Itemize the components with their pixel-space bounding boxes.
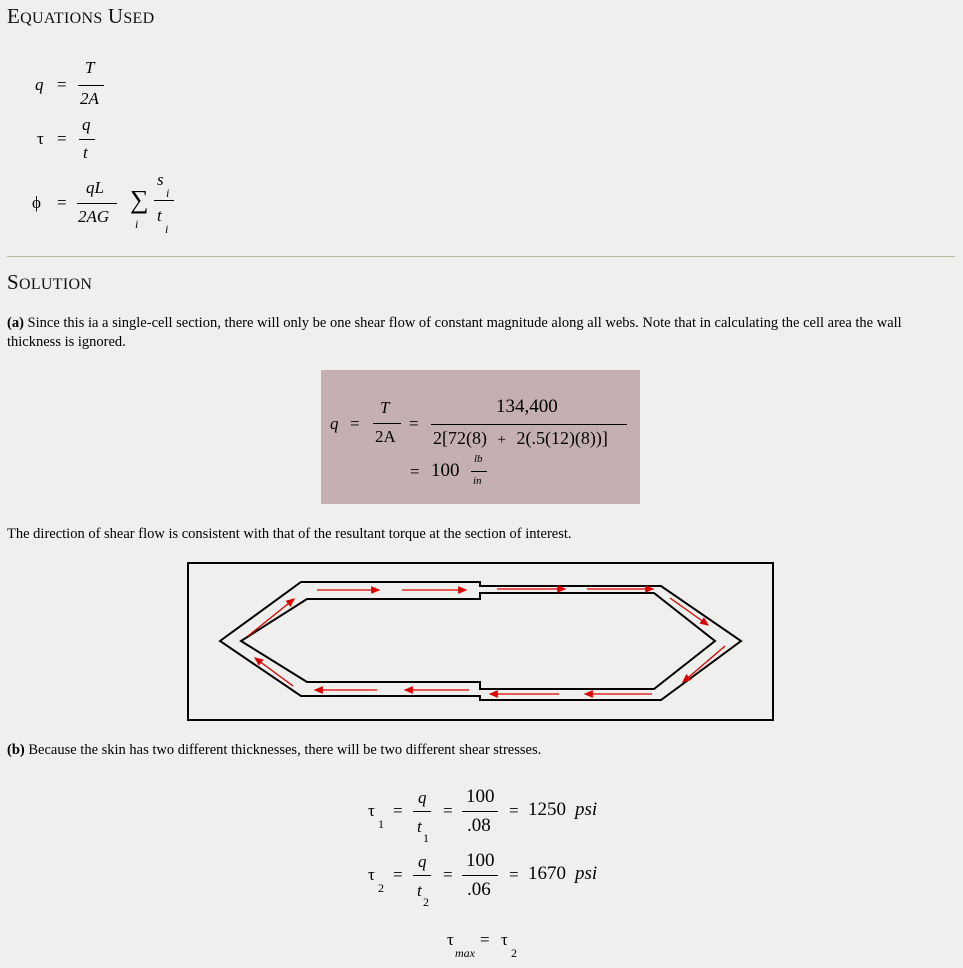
arrow — [683, 646, 725, 682]
tau2-result: 1670 — [528, 863, 566, 884]
tau1-denominator: .08 — [467, 815, 491, 836]
calc-a-numerator: 134,400 — [496, 396, 558, 417]
calc-a-result: 100 — [431, 460, 460, 481]
shear-flow-calculation-box: q = T 2A = 134,400 2[72(8) + 2(.5(12)(8))] = 100 lb in — [321, 370, 640, 504]
tau2-numerator: 100 — [466, 850, 495, 871]
equations-heading: EQUATIONS USED — [7, 4, 155, 28]
shear-flow-arrows — [248, 589, 725, 694]
tau1-numerator: 100 — [466, 786, 495, 807]
part-a-text: (a) Since this ia a single-cell section, there will only be one shear flow of constant magnitude along all webs. Note that in calculating the cell area the wall thickness is ignored. — [7, 315, 902, 350]
calc-a-denominator: 2[72(8) + 2(.5(12)(8))] — [433, 428, 608, 448]
tau2-denominator: .06 — [467, 879, 491, 900]
cross-section-diagram — [187, 562, 774, 721]
solution-heading: SOLUTION — [7, 270, 93, 294]
section-divider — [7, 256, 955, 257]
direction-text: The direction of shear flow is consistent with that of the resultant torque at the section of interest. — [7, 526, 572, 542]
inner-skin — [241, 593, 715, 689]
part-b-text: (b) Because the skin has two different thicknesses, there will be two different shear stresses. — [7, 742, 542, 758]
tau1-result: 1250 — [528, 799, 566, 820]
